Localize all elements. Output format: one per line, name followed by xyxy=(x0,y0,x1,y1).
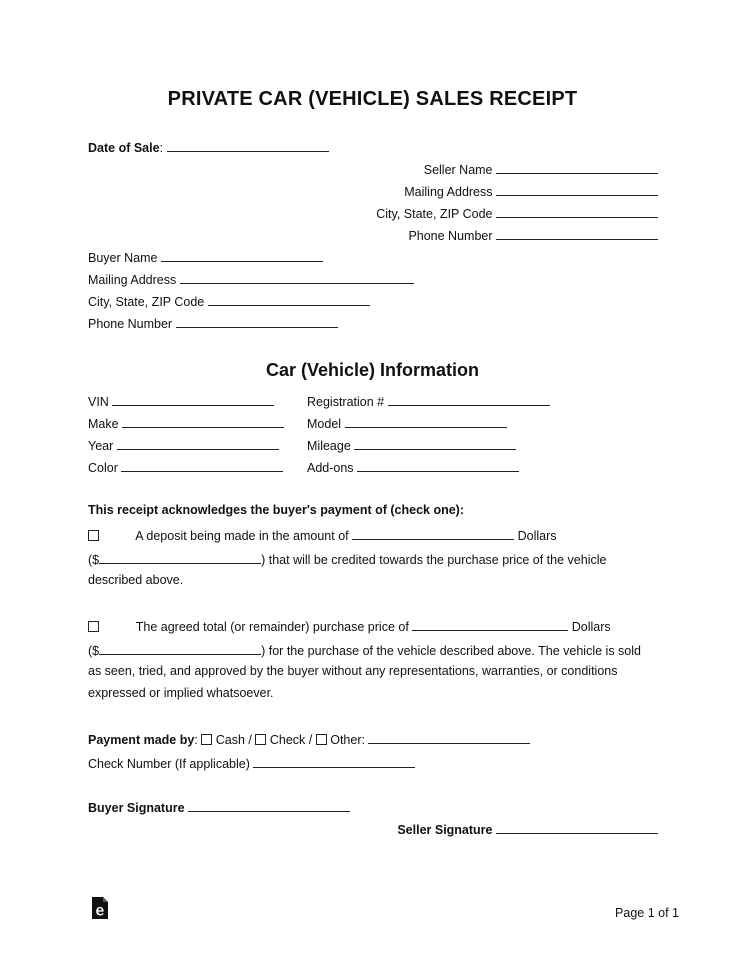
other-label: Other: xyxy=(330,733,365,747)
total-amount-field[interactable] xyxy=(99,642,261,655)
deposit-amount-words-field[interactable] xyxy=(352,527,514,540)
other-checkbox[interactable] xyxy=(316,734,327,745)
check-number-label: Check Number (If applicable) xyxy=(88,757,250,771)
total-dollars-label: Dollars xyxy=(571,620,611,634)
seller-city-field[interactable] xyxy=(496,205,658,218)
date-of-sale-colon: : xyxy=(159,141,164,155)
seller-mailing-row xyxy=(404,183,658,199)
seller-signature-label: Seller Signature xyxy=(397,823,493,837)
document-title: PRIVATE CAR (VEHICLE) SALES RECEIPT xyxy=(167,88,578,110)
color-row xyxy=(88,459,283,475)
make-row xyxy=(88,415,284,431)
year-label: Year xyxy=(88,439,114,453)
seller-city-label: City, State, ZIP Code xyxy=(376,207,493,221)
total-line-2 xyxy=(88,642,641,658)
addons-label: Add-ons xyxy=(307,461,354,475)
cash-checkbox[interactable] xyxy=(201,734,212,745)
total-text-d: expressed or implied whatsoever. xyxy=(88,686,274,700)
buyer-mailing-field[interactable] xyxy=(180,271,414,284)
payment-method-label: Payment made by xyxy=(88,733,195,747)
seller-phone-label: Phone Number xyxy=(408,229,493,243)
year-row xyxy=(88,437,279,453)
date-of-sale-field[interactable] xyxy=(167,139,329,152)
year-field[interactable] xyxy=(117,437,279,450)
seller-mailing-label: Mailing Address xyxy=(404,185,493,199)
seller-mailing-field[interactable] xyxy=(496,183,658,196)
vehicle-info-heading: Car (Vehicle) Information xyxy=(265,360,480,380)
buyer-city-field[interactable] xyxy=(208,293,370,306)
check-checkbox[interactable] xyxy=(255,734,266,745)
buyer-mailing-row xyxy=(88,271,414,287)
payment-method-colon: : xyxy=(194,733,198,747)
buyer-mailing-label: Mailing Address xyxy=(88,273,177,287)
buyer-name-row xyxy=(88,249,323,265)
addons-row xyxy=(307,459,519,475)
total-text-b: ) for the purchase of the vehicle described above. The vehicle is sold xyxy=(261,644,641,658)
model-label: Model xyxy=(307,417,342,431)
buyer-signature-row xyxy=(88,799,350,815)
deposit-line-1 xyxy=(88,527,557,543)
seller-signature-row xyxy=(397,821,658,837)
vin-field[interactable] xyxy=(112,393,274,406)
total-amount-words-field[interactable] xyxy=(412,618,568,631)
seller-signature-field[interactable] xyxy=(496,821,658,834)
other-field[interactable] xyxy=(368,731,530,744)
date-of-sale-label: Date of Sale xyxy=(88,141,160,155)
mileage-field[interactable] xyxy=(354,437,516,450)
registration-row xyxy=(307,393,550,409)
deposit-text-c: described above. xyxy=(88,573,184,587)
buyer-phone-field[interactable] xyxy=(176,315,338,328)
total-line-1 xyxy=(88,618,611,634)
registration-label: Registration # xyxy=(307,395,385,409)
date-of-sale-row xyxy=(88,139,329,155)
total-text-a: The agreed total (or remainder) purchase price of xyxy=(135,620,409,634)
seller-city-row xyxy=(376,205,658,221)
total-text-c: as seen, tried, and approved by the buyer without any representations, warranties, or conditions xyxy=(88,664,618,678)
buyer-signature-field[interactable] xyxy=(188,799,350,812)
total-dollar-sign: ($ xyxy=(88,644,100,658)
seller-name-field[interactable] xyxy=(496,161,658,174)
buyer-name-label: Buyer Name xyxy=(88,251,158,265)
check-number-row xyxy=(88,755,415,771)
deposit-line-2 xyxy=(88,551,606,567)
buyer-phone-row xyxy=(88,315,338,331)
deposit-dollars-label: Dollars xyxy=(517,529,557,543)
seller-phone-field[interactable] xyxy=(496,227,658,240)
color-field[interactable] xyxy=(121,459,283,472)
buyer-phone-label: Phone Number xyxy=(88,317,173,331)
registration-field[interactable] xyxy=(388,393,550,406)
seller-name-label: Seller Name xyxy=(423,163,493,177)
mileage-row xyxy=(307,437,516,453)
make-field[interactable] xyxy=(122,415,284,428)
deposit-text-a: A deposit being made in the amount of xyxy=(135,529,349,543)
deposit-checkbox[interactable] xyxy=(88,530,99,541)
cash-label: Cash / xyxy=(215,733,252,747)
deposit-dollar-sign: ($ xyxy=(88,553,100,567)
check-number-field[interactable] xyxy=(253,755,415,768)
deposit-text-b: ) that will be credited towards the purchase price of the vehicle xyxy=(261,553,607,567)
vin-row xyxy=(88,393,274,409)
vin-label: VIN xyxy=(88,395,109,409)
payment-ack-heading: This receipt acknowledges the buyer's payment of (check one): xyxy=(88,503,464,517)
seller-name-row xyxy=(424,161,658,177)
model-field[interactable] xyxy=(345,415,507,428)
model-row xyxy=(307,415,507,431)
seller-phone-row xyxy=(408,227,658,243)
mileage-label: Mileage xyxy=(307,439,351,453)
buyer-city-label: City, State, ZIP Code xyxy=(88,295,205,309)
buyer-signature-label: Buyer Signature xyxy=(88,801,185,815)
total-checkbox[interactable] xyxy=(88,621,99,632)
eforms-logo-icon xyxy=(91,896,109,920)
color-label: Color xyxy=(88,461,118,475)
page-number: Page 1 of 1 xyxy=(615,906,679,920)
payment-method-row xyxy=(88,731,530,747)
make-label: Make xyxy=(88,417,119,431)
buyer-city-row xyxy=(88,293,370,309)
addons-field[interactable] xyxy=(357,459,519,472)
deposit-amount-field[interactable] xyxy=(99,551,261,564)
check-label: Check / xyxy=(269,733,313,747)
buyer-name-field[interactable] xyxy=(161,249,323,262)
